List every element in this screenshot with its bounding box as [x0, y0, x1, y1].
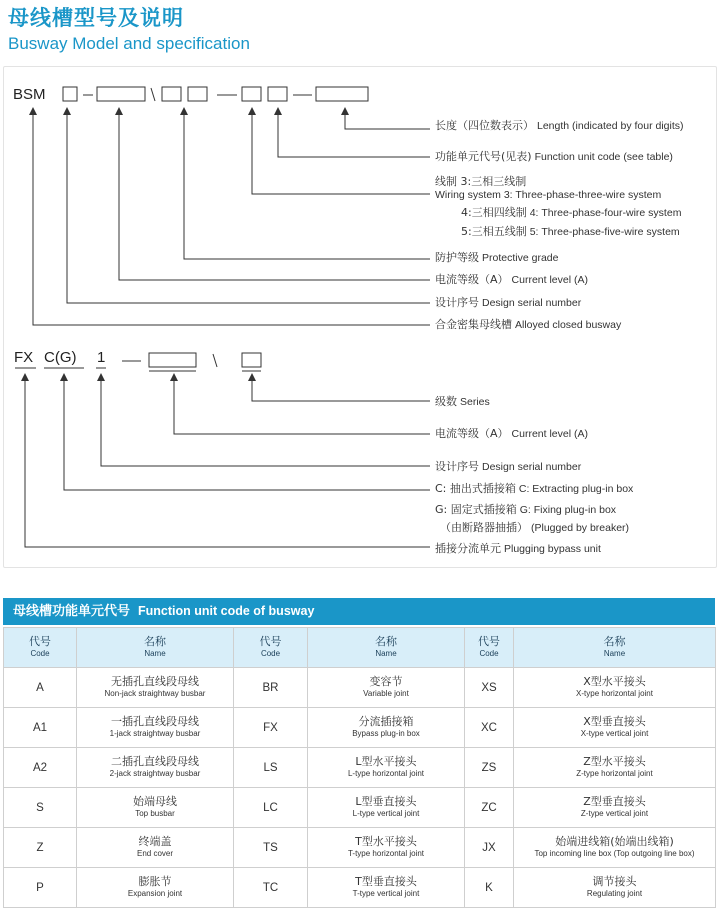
table-title-cn: 母线槽功能单元代号	[13, 604, 131, 619]
name-en: Z-type vertical joint	[580, 808, 649, 818]
table-row	[4, 748, 716, 788]
header-code: 代号 Code	[234, 628, 308, 668]
fx-label-design: 设计序号 Design serial number	[435, 460, 582, 473]
name-en: 2-jack straightway busbar	[109, 768, 201, 778]
bsm-prefix: BSM	[13, 86, 46, 103]
name-en: Non-jack straightway busbar	[104, 688, 206, 698]
table-cell-code: LS	[234, 748, 308, 788]
fx-part-1: 1	[97, 349, 106, 366]
table-cell-code: K	[465, 868, 514, 908]
name-en: Top incoming line box (Top outgoing line box)	[534, 848, 695, 858]
fx-label-bypass: 插接分流单元 Plugging bypass unit	[435, 542, 601, 555]
table-cell-code: XC	[465, 708, 514, 748]
name-cn: 调节接头	[592, 874, 637, 888]
name-en: Regulating joint	[586, 888, 643, 898]
table-cell-name	[77, 828, 234, 868]
fx-label-fixing: G: 固定式插接箱 G: Fixing plug-in box	[435, 503, 617, 516]
table-cell-name	[308, 868, 465, 908]
table-cell-code: FX	[234, 708, 308, 748]
table-cell-name	[308, 748, 465, 788]
bsm-label-current: 电流等级（A） Current level (A)	[435, 273, 588, 286]
name-cn: 分流插接箱	[358, 714, 414, 728]
table-cell-code: TS	[234, 828, 308, 868]
name-cn: Z型水平接头	[583, 754, 646, 768]
name-cn: T型垂直接头	[355, 874, 417, 888]
table-cell-name	[308, 708, 465, 748]
table-cell-name	[514, 868, 716, 908]
name-cn: 一插孔直线段母线	[111, 714, 199, 728]
table-cell-code: JX	[465, 828, 514, 868]
fx-part-fx: FX	[14, 349, 34, 366]
header-name: 名称 Name	[514, 628, 716, 668]
name-cn: L型垂直接头	[355, 794, 417, 808]
name-cn: T型水平接头	[355, 834, 417, 848]
header-name: 名称 Name	[77, 628, 234, 668]
table-cell-code: ZC	[465, 788, 514, 828]
table-cell-code: A1	[4, 708, 77, 748]
table-cell-code: A2	[4, 748, 77, 788]
name-en: T-type horizontal joint	[347, 848, 425, 858]
table-cell-name	[514, 668, 716, 708]
bsm-label-alloyed: 合金密集母线槽 Alloyed closed busway	[435, 318, 622, 331]
name-cn: 始端母线	[133, 794, 177, 808]
table-cell-name	[77, 788, 234, 828]
fx-label-current: 电流等级（A） Current level (A)	[435, 427, 588, 440]
table-cell-code: BR	[234, 668, 308, 708]
table-cell-code: XS	[465, 668, 514, 708]
fx-part-cg: C(G)	[44, 349, 77, 366]
name-en: L-type vertical joint	[352, 808, 420, 818]
name-en: X-type horizontal joint	[576, 688, 653, 698]
table-cell-code: TC	[234, 868, 308, 908]
bsm-label-function-unit: 功能单元代号(见表) Function unit code (see table)	[435, 150, 673, 163]
name-cn: X型垂直接头	[583, 714, 646, 728]
table-cell-code: A	[4, 668, 77, 708]
name-cn: 变容节	[369, 674, 403, 688]
name-cn: 终端盖	[138, 834, 172, 848]
table-cell-name	[77, 868, 234, 908]
name-en: Expansion joint	[127, 888, 183, 898]
table-cell-code: ZS	[465, 748, 514, 788]
bsm-label-wiring-5: 5:三相五线制 5: Three-phase-five-wire system	[461, 225, 680, 238]
function-unit-table	[3, 627, 716, 908]
header-code: 代号 Code	[4, 628, 77, 668]
table-row	[4, 708, 716, 748]
table-title-en: Function unit code of busway	[138, 604, 315, 618]
bsm-label-wiring: 线制 3:三相三线制	[435, 175, 527, 188]
table-cell-name	[308, 668, 465, 708]
name-cn: L型水平接头	[355, 754, 417, 768]
table-cell-name	[514, 788, 716, 828]
name-en: L-type horizontal joint	[347, 768, 425, 778]
table-row	[4, 828, 716, 868]
table-cell-name	[308, 788, 465, 828]
bsm-label-wiring-en: Wiring system 3: Three-phase-three-wire system	[435, 189, 662, 201]
name-cn: 膨胀节	[138, 874, 172, 888]
table-cell-code: Z	[4, 828, 77, 868]
bsm-label-protective: 防护等级 Protective grade	[435, 251, 559, 264]
page-subtitle: Busway Model and specification	[8, 34, 250, 53]
table-header-row	[4, 628, 716, 668]
header-code: 代号 Code	[465, 628, 514, 668]
table-cell-code: S	[4, 788, 77, 828]
name-en: Bypass plug-in box	[352, 728, 420, 738]
name-en: Top busbar	[135, 808, 175, 818]
name-cn: 二插孔直线段母线	[111, 754, 199, 768]
bsm-label-wiring-4: 4:三相四线制 4: Three-phase-four-wire system	[461, 206, 682, 219]
name-en: T-type vertical joint	[352, 888, 420, 898]
table-cell-name	[77, 748, 234, 788]
table-row	[4, 788, 716, 828]
name-en: X-type vertical joint	[580, 728, 649, 738]
header-name: 名称 Name	[308, 628, 465, 668]
fx-label-breaker: （由断路器抽插） (Plugged by breaker)	[440, 521, 630, 534]
table-cell-name	[77, 708, 234, 748]
name-cn: Z型垂直接头	[583, 794, 646, 808]
name-cn: X型水平接头	[583, 674, 646, 688]
fx-label-series: 级数 Series	[435, 395, 490, 408]
table-row	[4, 868, 716, 908]
name-cn: 无插孔直线段母线	[111, 674, 199, 688]
fx-label-extracting: C: 抽出式插接箱 C: Extracting plug-in box	[435, 482, 634, 495]
table-row	[4, 668, 716, 708]
table-cell-code: P	[4, 868, 77, 908]
name-en: End cover	[136, 848, 174, 858]
table-cell-name	[77, 668, 234, 708]
table-cell-name	[514, 748, 716, 788]
page-title: 母线槽型号及说明	[8, 6, 184, 30]
table-cell-name	[514, 708, 716, 748]
table-title-bar	[3, 598, 715, 625]
name-en: Z-type horizontal joint	[576, 768, 653, 778]
table-cell-name	[308, 828, 465, 868]
name-en: 1-jack straightway busbar	[109, 728, 201, 738]
table-cell-name	[514, 828, 716, 868]
name-en: Variable joint	[363, 688, 409, 698]
bsm-label-length: 长度（四位数表示） Length (indicated by four digits)	[435, 119, 684, 132]
name-cn: 始端进线箱(始端出线箱)	[555, 834, 674, 848]
bsm-label-design: 设计序号 Design serial number	[435, 296, 582, 309]
table-cell-code: LC	[234, 788, 308, 828]
